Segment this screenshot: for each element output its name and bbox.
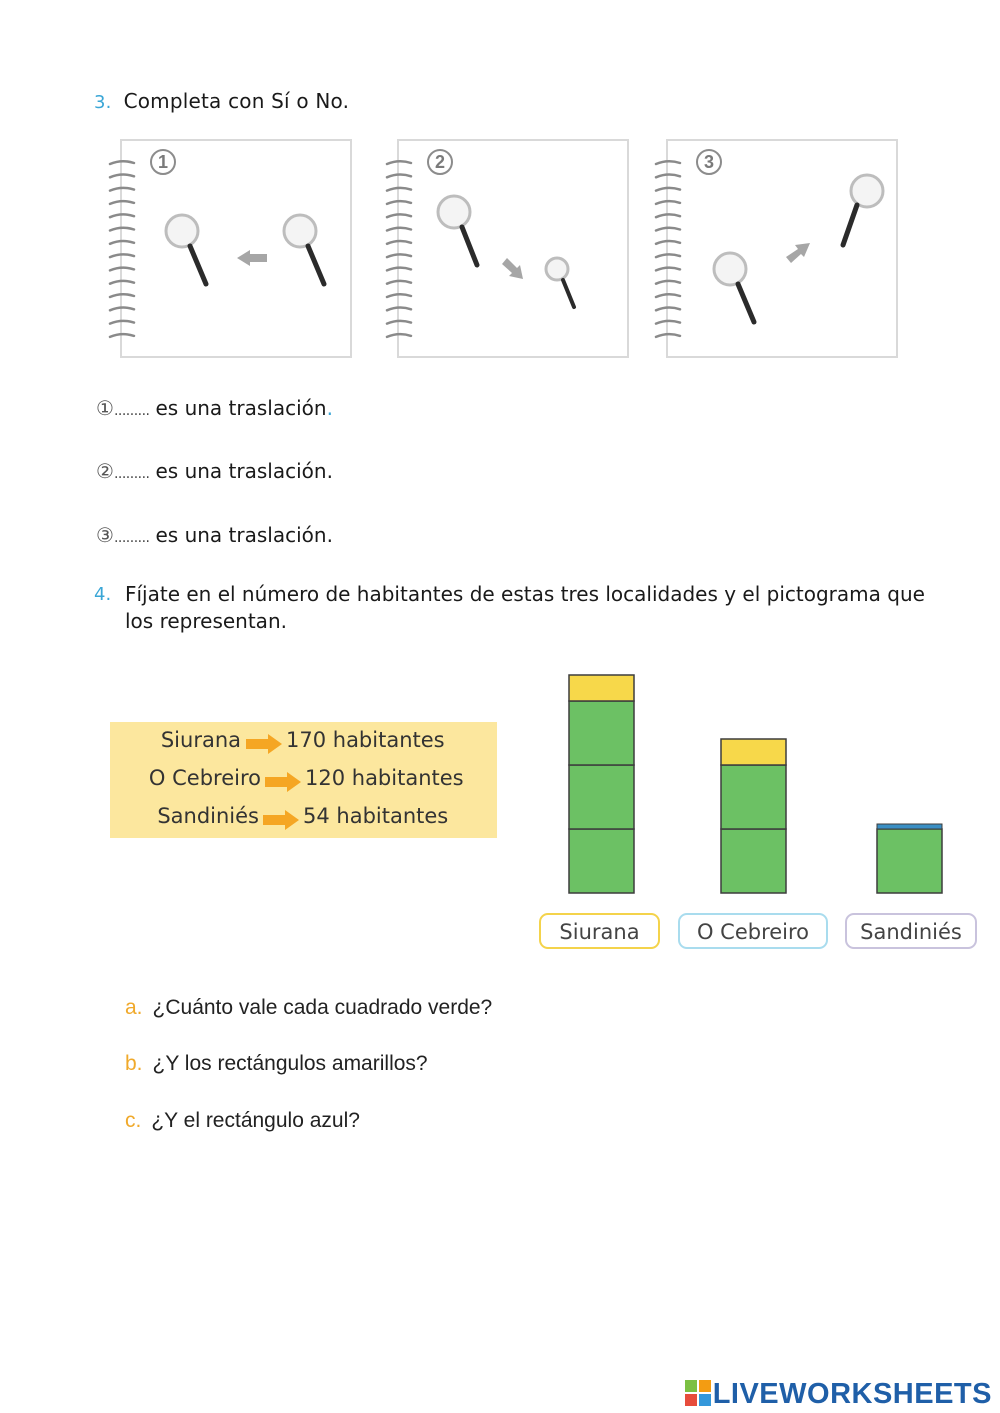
subquestion-a [125,996,492,1020]
logo-tile [685,1380,697,1392]
magnifier-scene-2 [399,141,627,356]
notebook-panel-1 [120,139,352,358]
magnifier-icon [843,175,883,245]
green-square [877,829,942,893]
magnifier-icon [546,258,574,307]
population-row [110,762,497,798]
green-square [721,829,786,893]
magnifier-icon [438,196,477,265]
answer-line-2 [96,459,333,483]
question-text: Completa con Sí o No. [123,89,350,113]
population-table [110,722,497,838]
chart-label-sandinies: Sandiniés [845,913,977,949]
subquestion-text: ¿Y el rectángulo azul? [151,1109,360,1132]
town-name: Sandiniés [157,804,259,828]
town-name: O Cebreiro [148,766,261,790]
question-number: 3. [94,92,112,113]
answer-text: es una traslación. [155,459,333,483]
population-value: 170 habitantes [286,728,445,752]
subquestion-text: ¿Y los rectángulos amarillos? [152,1052,428,1075]
liveworksheets-logo[interactable] [685,1378,992,1411]
subquestion-letter: b. [125,1052,143,1075]
population-row [110,724,497,760]
magnifier-scene-1 [122,141,350,356]
yellow-rectangle [569,675,634,701]
blue-rectangle [877,824,942,829]
yellow-rectangle [721,739,786,765]
circled-number: ③ [96,523,114,547]
subquestion-letter: c. [125,1109,142,1132]
magnifier-icon [166,215,206,284]
panel-number: 1 [150,149,176,175]
answer-line-3 [96,523,333,547]
arrow-down-right-icon [502,258,523,279]
green-square [569,765,634,829]
answer-blank[interactable]: ......... [113,530,150,546]
answer-text: es una traslación [155,396,327,420]
brand-name: LIVEWORKSHEETS [712,1378,992,1410]
liveworksheets-mark-icon [685,1380,711,1406]
arrow-left-icon [237,250,267,266]
question-3-title [94,89,349,113]
circled-number: ① [96,396,114,420]
subquestion-letter: a. [125,996,143,1019]
green-square [569,829,634,893]
logo-tile [685,1394,697,1406]
question-text: Fíjate en el número de habitantes de estas tres localidades y el pictograma que los representan. [125,582,925,633]
notebook-panel-3 [666,139,898,358]
question-4 [94,581,934,635]
town-name: Siurana [160,728,241,752]
population-value: 120 habitantes [305,766,464,790]
answer-blank[interactable]: ......... [113,403,150,419]
magnifier-icon [714,253,754,322]
subquestion-c [125,1109,360,1133]
answer-blank[interactable]: ......... [113,466,150,482]
arrow-right-icon [246,734,282,754]
population-value: 54 habitantes [303,804,449,828]
question-number: 4. [94,584,112,605]
green-square [721,765,786,829]
notebook-panel-2 [397,139,629,358]
arrow-up-right-icon [786,243,810,263]
population-row [110,800,497,836]
answer-text: es una traslación. [155,523,333,547]
magnifier-icon [284,215,324,284]
chart-label-siurana: Siurana [539,913,660,949]
logo-tile [699,1380,711,1392]
panel-number: 2 [427,149,453,175]
chart-label-o-cebreiro: O Cebreiro [678,913,828,949]
answer-line-1 [96,396,333,420]
subquestion-text: ¿Cuánto vale cada cuadrado verde? [152,996,493,1019]
arrow-right-icon [265,772,301,792]
subquestion-b [125,1052,428,1076]
green-square [569,701,634,765]
arrow-right-icon [263,810,299,830]
panel-number: 3 [696,149,722,175]
logo-tile [699,1394,711,1406]
circled-number: ② [96,459,114,483]
magnifier-scene-3 [668,141,896,356]
answer-end: . [326,396,333,420]
